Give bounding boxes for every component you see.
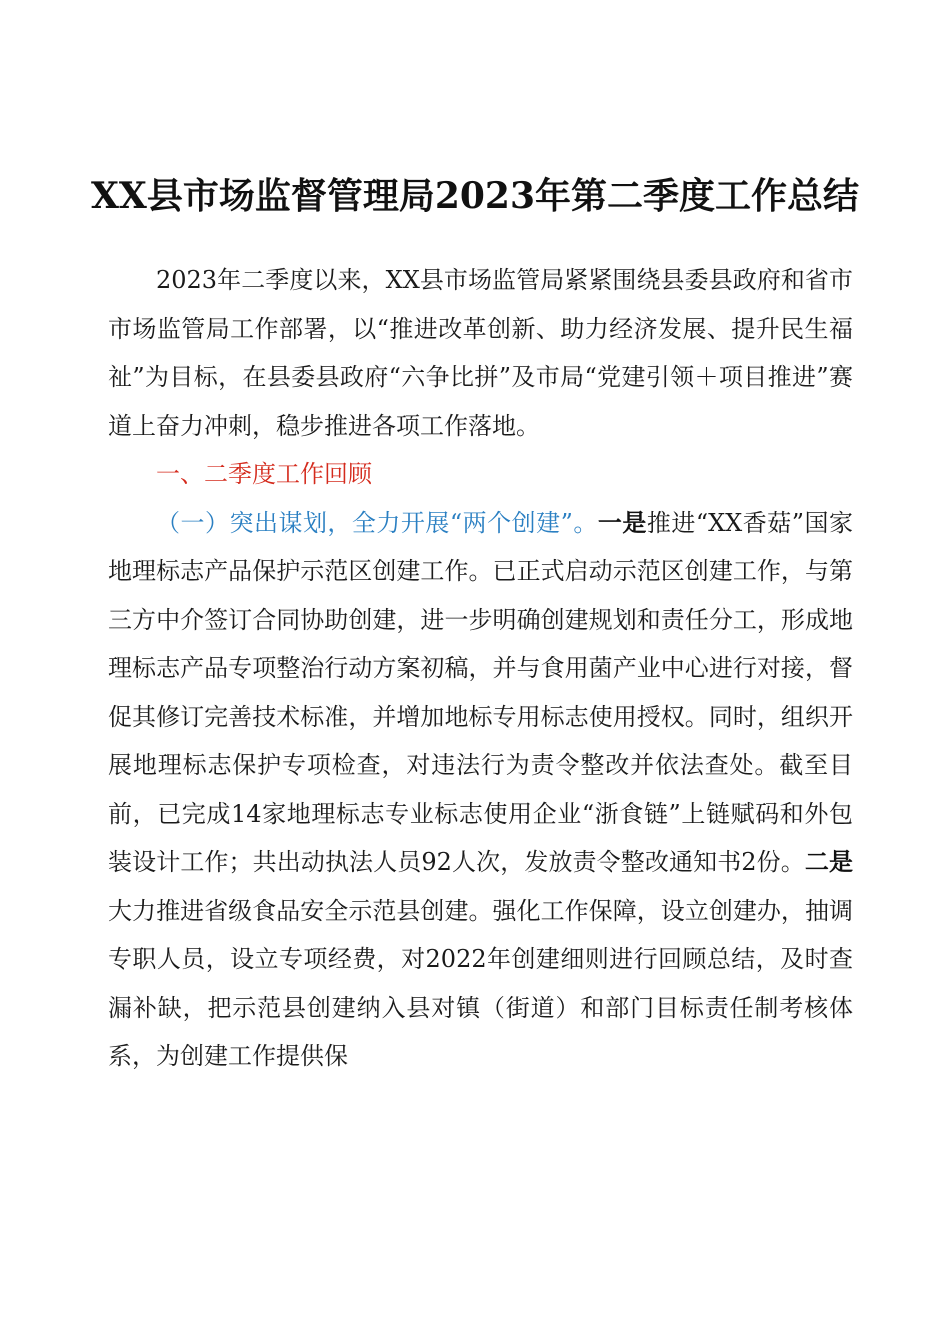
lead-two: 二是 — [804, 847, 853, 876]
document-body — [108, 256, 853, 1081]
subsection-title: （一）突出谋划，全力开展“两个创建”。 — [156, 508, 598, 537]
paragraph-text-two: 大力推进省级食品安全示范县创建。强化工作保障，设立创建办，抽调专职人员，设立专项经费，对2022年创建细则进行回顾总结，及时查漏补缺，把示范县创建纳入县对镇（街道）和部门目标责任制考核体系，为创建工作提供保 — [108, 896, 853, 1070]
subsection-paragraph — [108, 499, 853, 1081]
document-title: XX县市场监督管理局2023年第二季度工作总结 — [90, 175, 860, 217]
section-heading: 一、二季度工作回顾 — [156, 460, 372, 488]
lead-one: 一是 — [597, 507, 647, 537]
paragraph-text-one: 推进“XX香菇”国家地理标志产品保护示范区创建工作。已正式启动示范区创建工作，与第三方中介签订合同协助创建，进一步明确创建规划和责任分工，形成地理标志产品专项整治行动方案初稿，并与食用菌产业中心进行对接，督促其修订完善技术标准，并增加地标专用标志使用授权。同时，组织开展地理标志保护专项检查，对违法行为责令整改并依法查处。截至目前，已完成14家地理标志专业标志使用企业“浙食链”上链赋码和外包装设计工作；共出动执法人员92人次，发放责令整改通知书2份。 — [108, 508, 853, 876]
intro-paragraph: 2023年二季度以来，XX县市场监管局紧紧围绕县委县政府和省市市场监管局工作部署，以“推进改革创新、助力经济发展、提升民生福祉”为目标，在县委县政府“六争比拼”及市局“党建引领＋项目推进”赛道上奋力冲刺，稳步推进各项工作落地。 — [108, 266, 853, 440]
